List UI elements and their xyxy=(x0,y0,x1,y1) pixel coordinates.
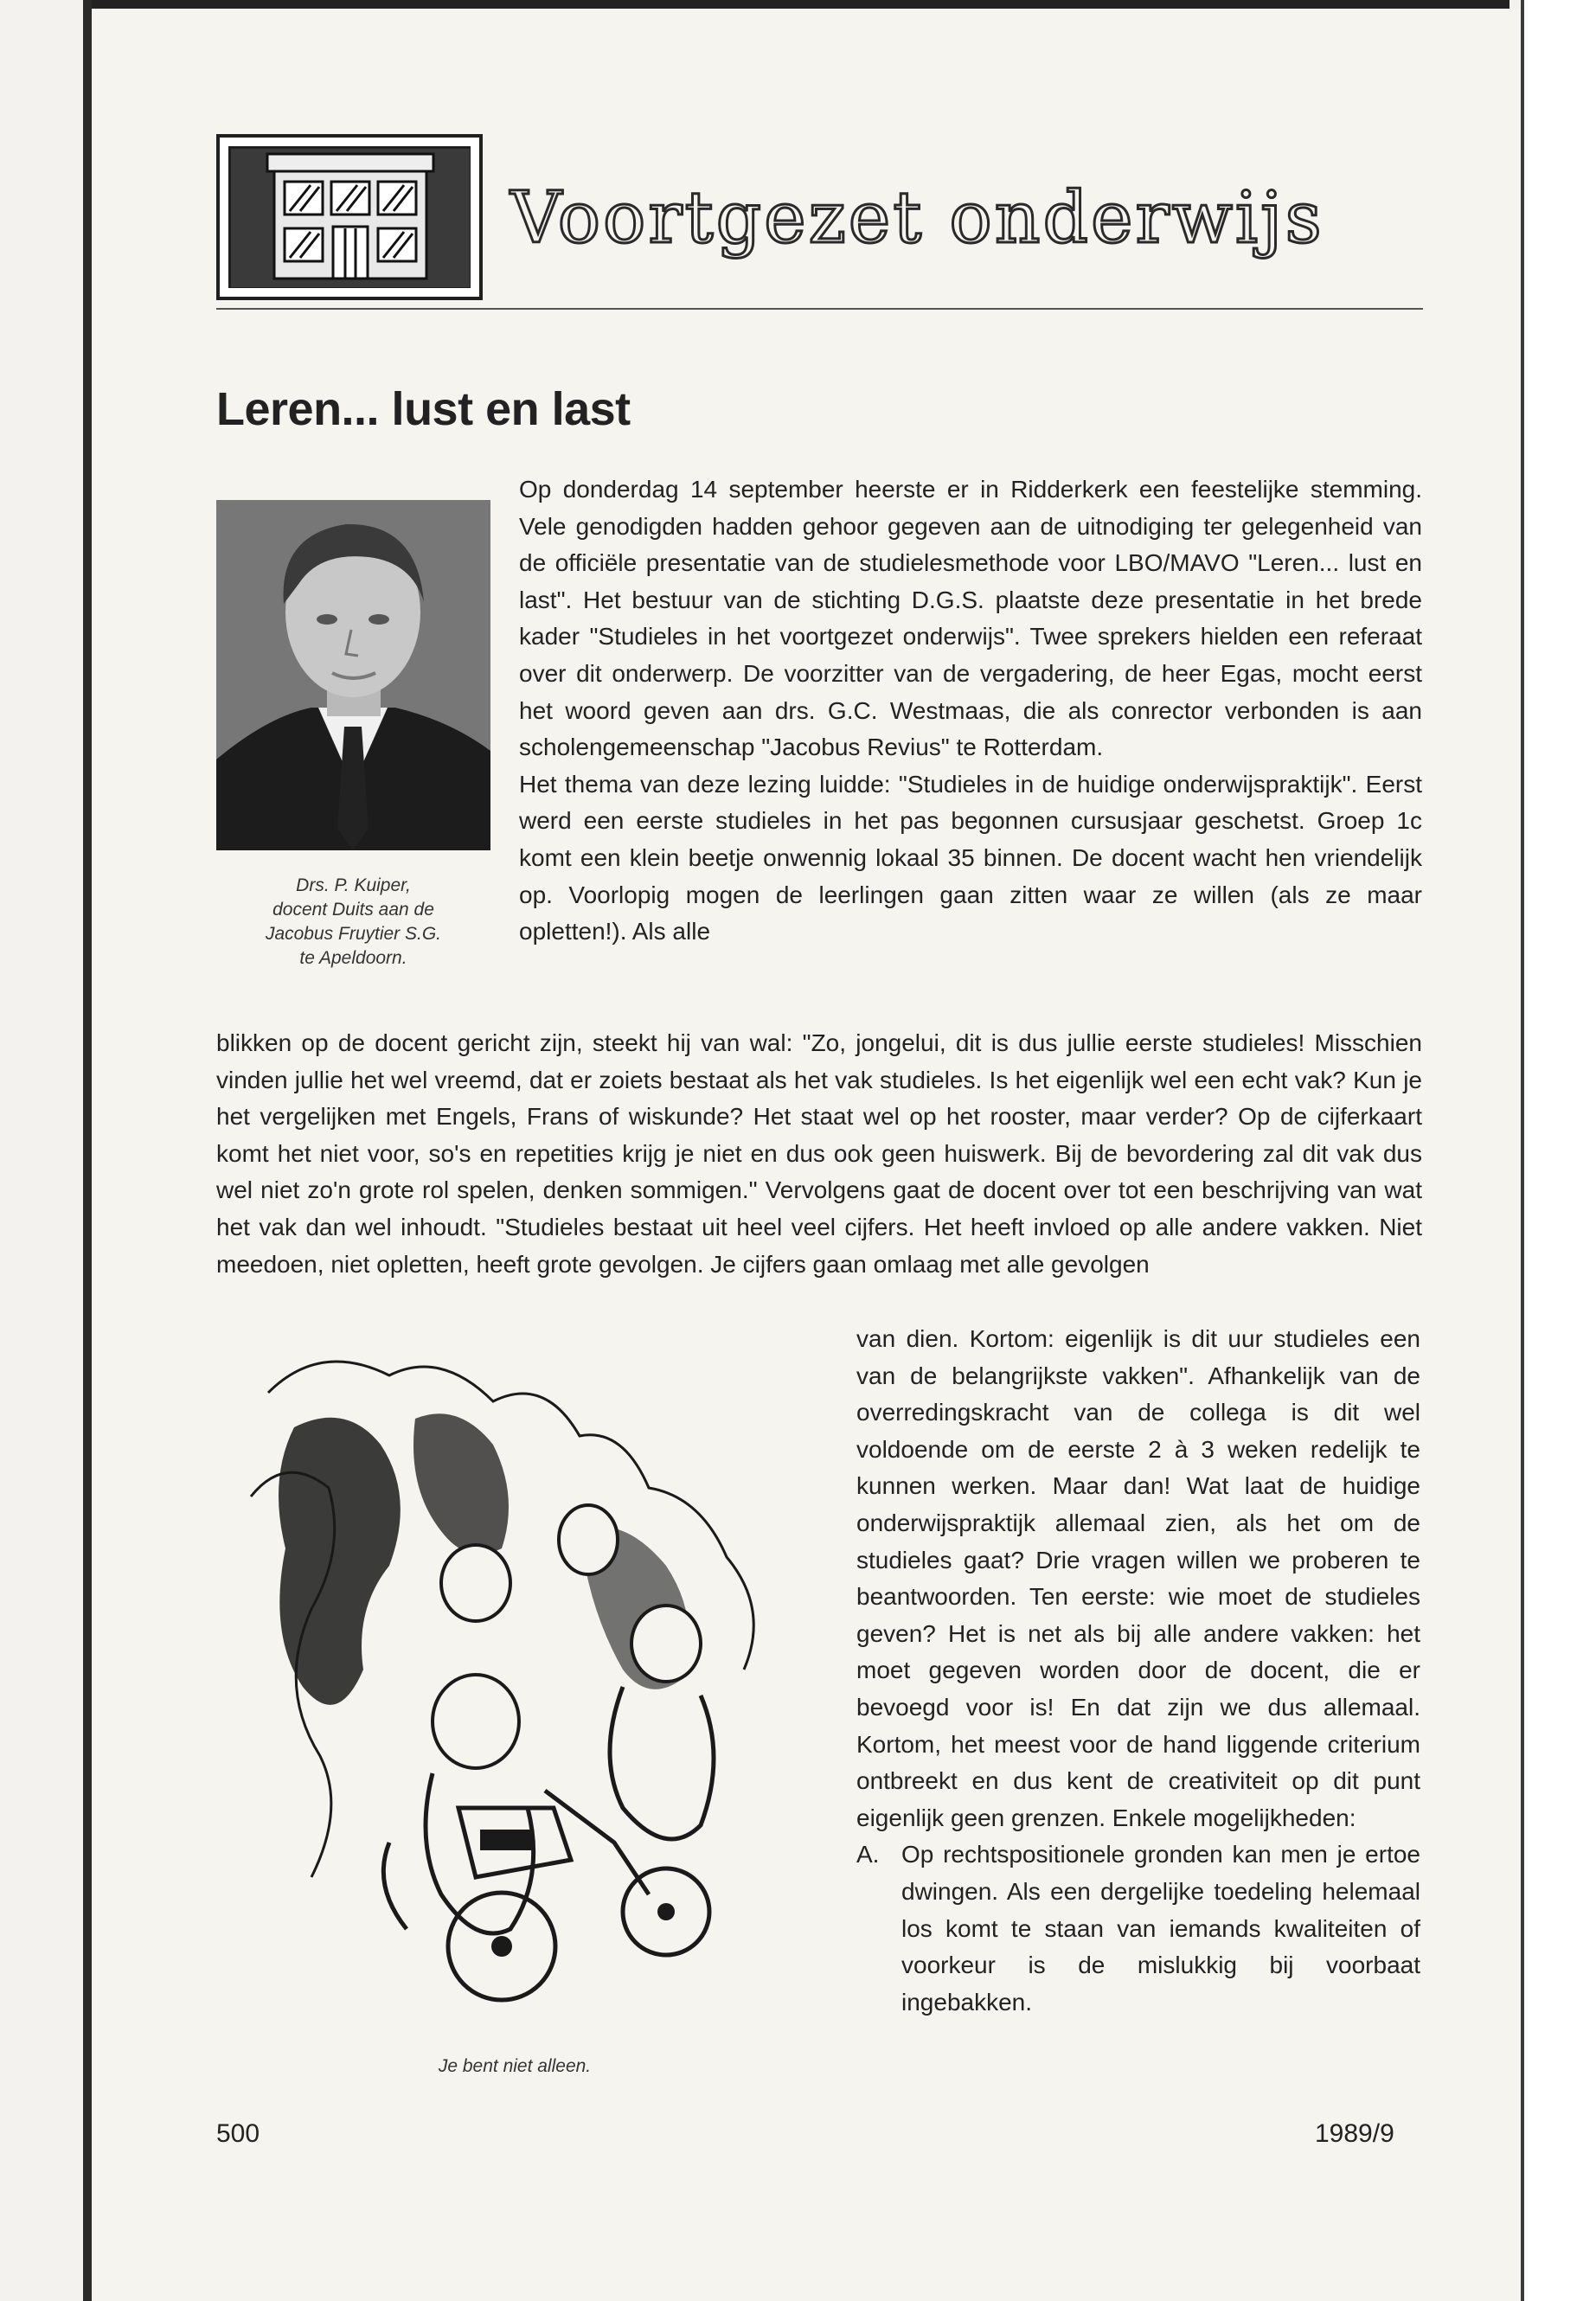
scan-border-top xyxy=(87,0,1509,9)
motorcycle-illustration xyxy=(216,1324,813,2041)
article-column-top xyxy=(519,471,1422,951)
list-item-label: A. xyxy=(856,1841,880,1868)
article-headline: Leren... lust en last xyxy=(216,383,631,435)
scan-border-right xyxy=(1521,0,1524,2301)
article-paragraph: van dien. Kortom: eigenlijk is dit uur studieles een van de belangrijkste vakken". Afhankelijk van de overredingskracht van de collega is dit wel voldoende om de eerste 2 à 3 weken redelijk te kunnen werken. Maar dan! Wat laat de huidige onderwijspraktijk allemaal zien, als het om de studieles gaat? Drie vragen willen we proberen te beantwoorden. Ten eerste: wie moet de studieles geven? Het is net als bij alle andere vakken: het moet gegeven worden door de docent, die er bevoegd voor is! En dat zijn we dus allemaal. Kortom, het meest voor de hand liggende criterium ontbreekt en dus kent de creativiteit op dit punt eigenlijk geen grenzen. Enkele mogelijkheden: xyxy=(856,1325,1420,1831)
article-column-bottom xyxy=(856,1321,1420,2021)
list-item xyxy=(856,1836,1420,2021)
section-title: Voortgezet onderwijs xyxy=(510,177,1324,260)
issue-number: 1989/9 xyxy=(1315,2119,1394,2148)
article-paragraph: Op donderdag 14 september heerste er in Ridderkerk een feestelijke stemming. Vele genodigden hadden gehoor gegeven aan de uitnodiging ter gelegenheid van de officiële presentatie van de studielesmethode voor LBO/MAVO "Leren... lust en last". Het bestuur van de stichting D.G.S. plaatste deze presentatie in het brede kader "Studieles in het voortgezet onderwijs". Twee sprekers hielden een referaat over dit onderwerp. De voorzitter van de vergadering, de heer Egas, mocht eerst het woord geven aan drs. G.C. Westmaas, die als conrector verbonden is aan scholengemeenschap "Jacobus Revius" te Rotterdam. xyxy=(519,476,1422,761)
article-paragraph: blikken op de docent gericht zijn, steekt hij van wal: "Zo, jongelui, dit is dus jullie eerste studieles! Misschien vinden jullie het wel vreemd, dat er zoiets bestaat als het vak studieles. Is het eigenlijk wel een echt vak? Kun je het vergelijken met Engels, Frans of wiskunde? Het staat wel op het rooster, maar verder? Op de cijferkaart komt het niet voor, so's en repetities krijg je niet en dus ook geen huiswerk. Bij de bevordering zal dit vak dus wel niet zo'n grote rol spelen, denken sommigen." Vervolgens gaat de docent over tot een beschrijving van wat het vak dan wel inhoudt. "Studieles bestaat uit heel veel cijfers. Het heeft invloed op alle andere vakken. Niet meedoen, niet opletten, heeft grote gevolgen. Je cijfers gaan omlaag met alle gevolgen xyxy=(216,1029,1422,1278)
scan-margin-right xyxy=(1522,0,1596,2301)
portrait-caption: Drs. P. Kuiper, docent Duits aan de Jacobus Fruytier S.G. te Apeldoorn. xyxy=(265,875,442,968)
scan-border-left xyxy=(83,0,92,2301)
page-number: 500 xyxy=(216,2119,260,2148)
illustration-caption: Je bent niet alleen. xyxy=(438,2056,592,2076)
article-paragraph: Het thema van deze lezing luidde: "Studieles in de huidige onderwijspraktijk". Eerst werd een eerste studieles in het pas begonnen cursusjaar geschetst. Groep 1c komt een klein beetje onwennig lokaal 35 binnen. De docent wacht hen vriendelijk op. Voorlopig mogen de leerlingen gaan zitten waar ze willen (als ze maar opletten!). Als alle xyxy=(519,770,1422,945)
portrait-photo xyxy=(216,500,490,850)
list-item-text: Op rechtspositionele gronden kan men je ertoe dwingen. Als een dergelijke toedeling helemaal los komt te staan van iemands kwaliteiten of voorkeur is de mislukkig bij voorbaat ingebakken. xyxy=(901,1841,1420,2016)
school-building-icon xyxy=(216,134,483,300)
header-divider xyxy=(216,308,1423,310)
article-full-width xyxy=(216,1025,1422,1283)
